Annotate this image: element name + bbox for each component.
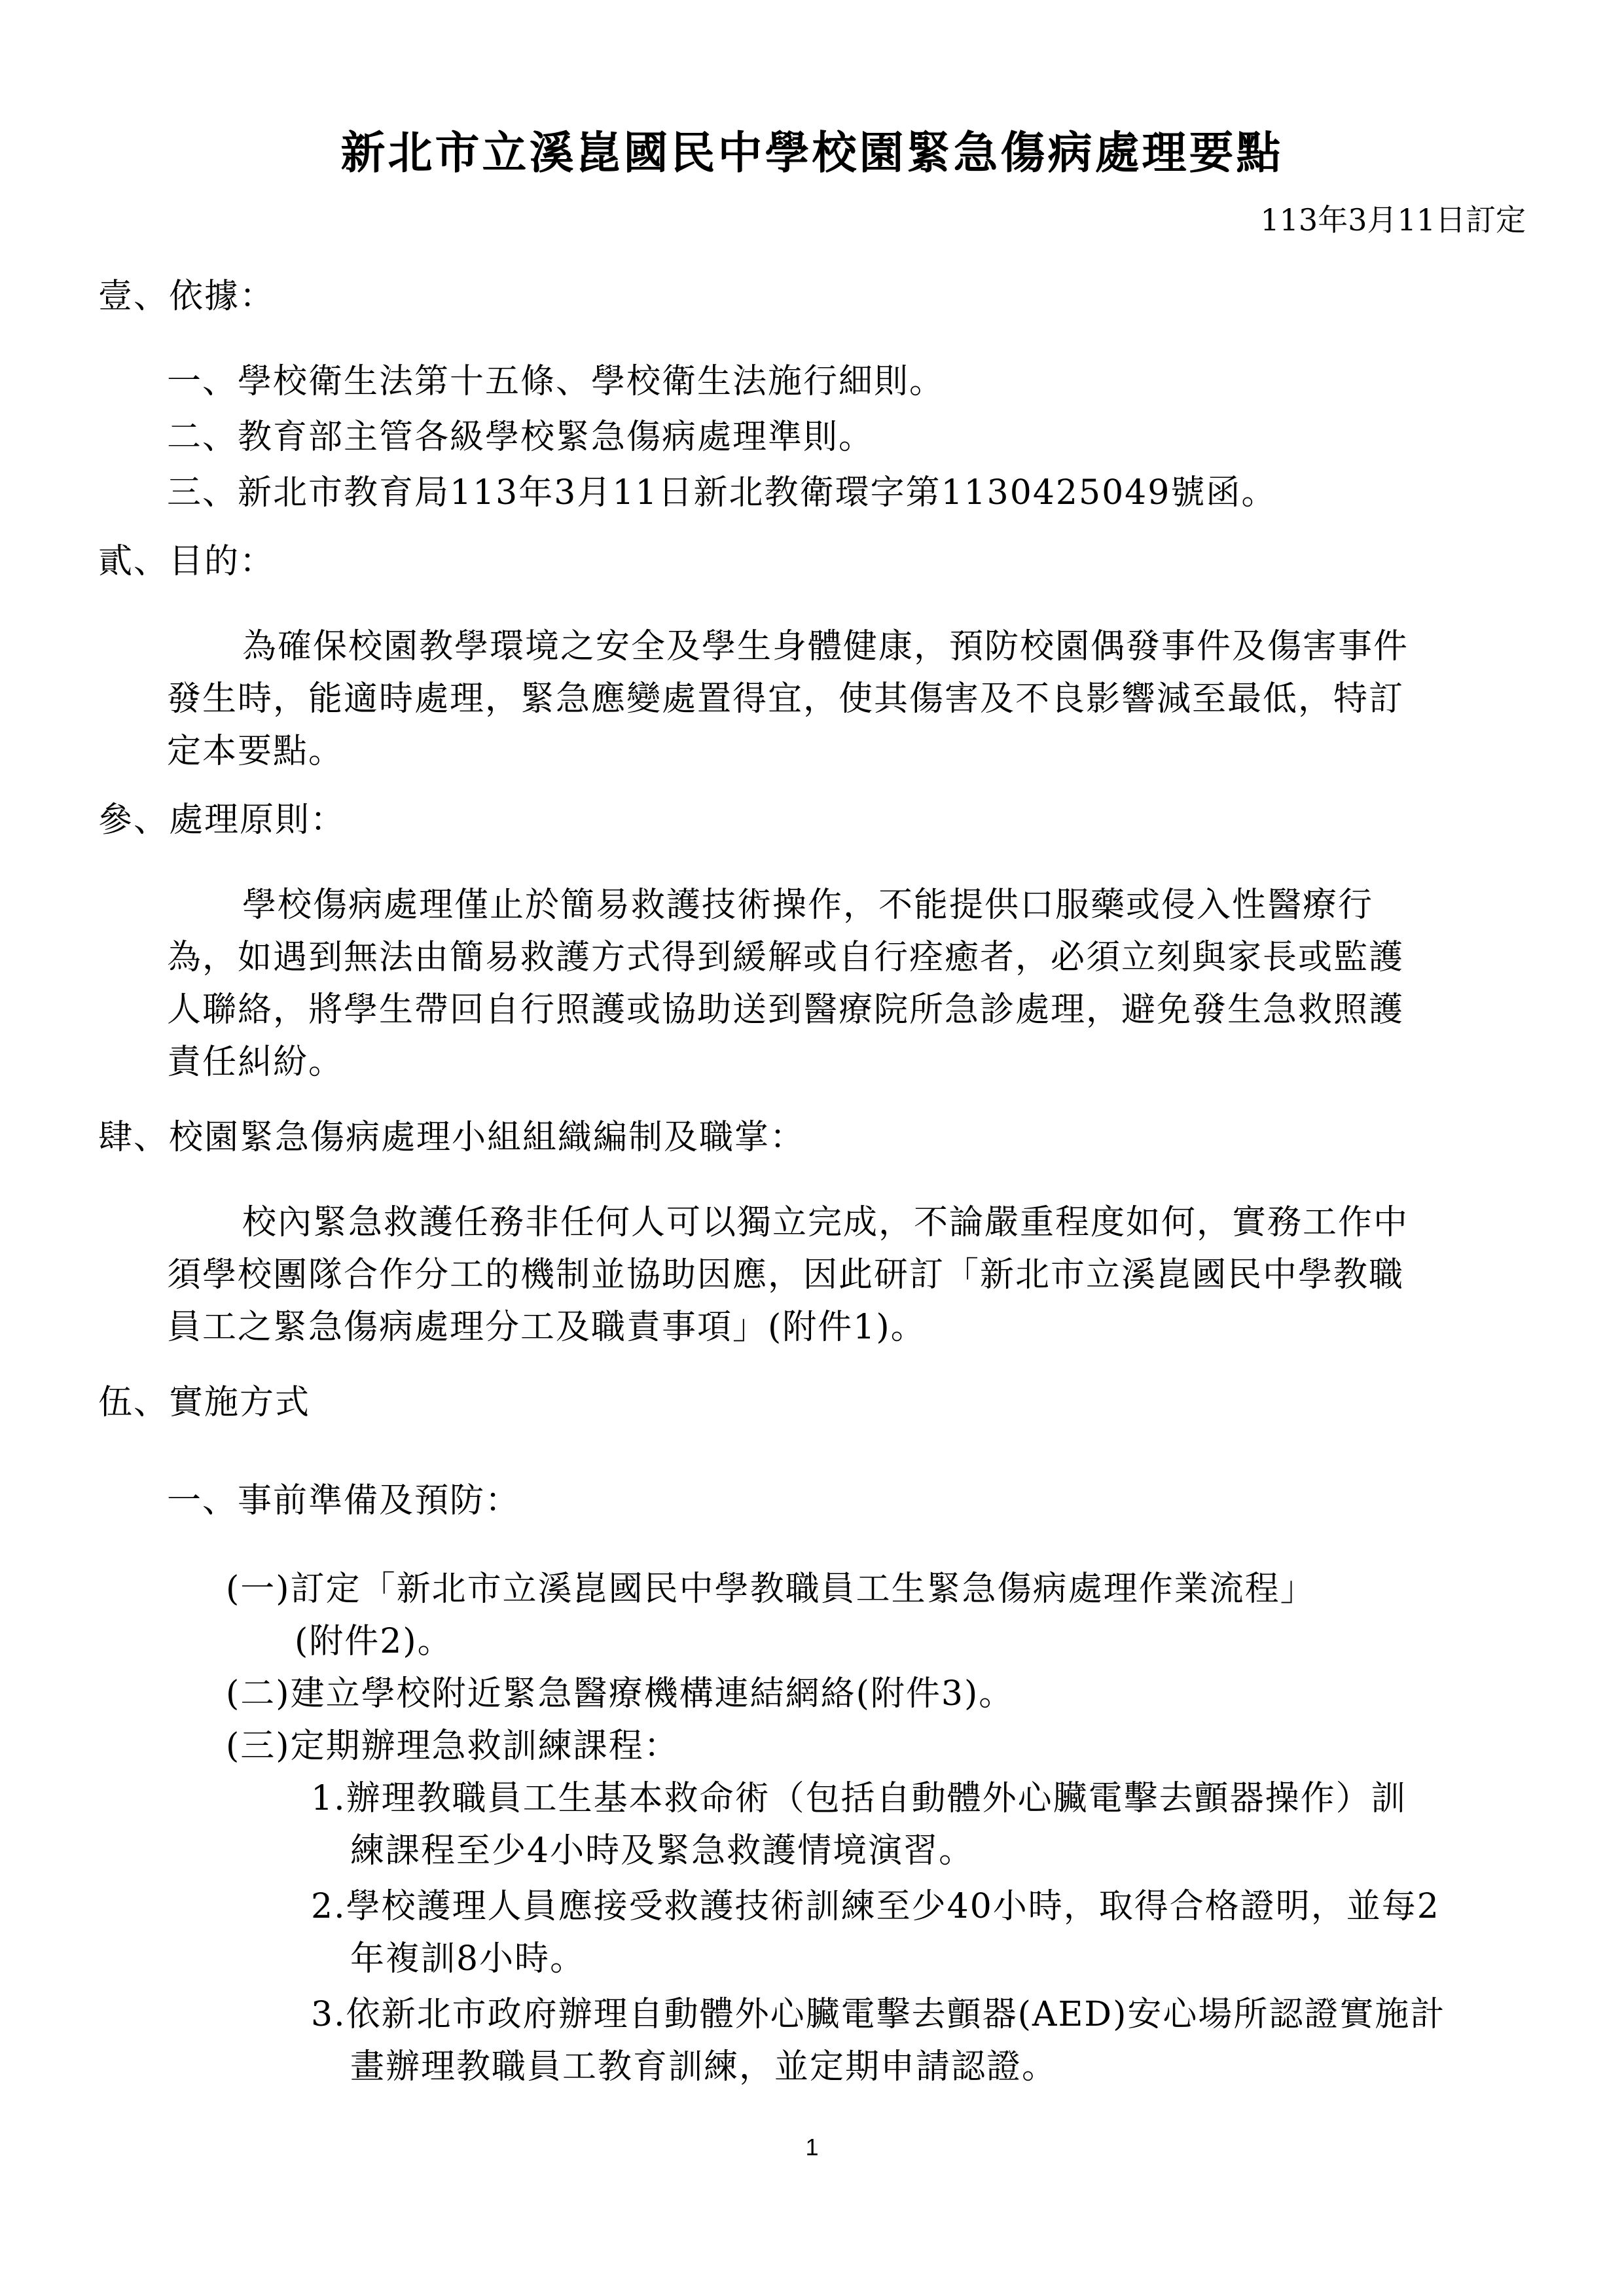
- paragraph-line: 學校傷病處理僅止於簡易救護技術操作，不能提供口服藥或侵入性醫療行: [242, 886, 1374, 925]
- page-number: 1: [805, 2134, 819, 2161]
- subitem-line: (三)定期辦理急救訓練課程：: [226, 1727, 679, 1766]
- section-heading-organization: 肆、校園緊急傷病處理小組組織編制及職掌：: [98, 1118, 806, 1157]
- numbered-item-line: 畫辦理教職員工教育訓練，並定期申請認證。: [350, 2047, 1058, 2087]
- paragraph-line: 定本要點。: [167, 732, 344, 771]
- subitem-line: (二)建立學校附近緊急醫療機構連結網絡(附件3)。: [226, 1674, 1015, 1713]
- section-heading-basis: 壹、依據：: [98, 277, 276, 316]
- numbered-item-line: 3.依新北市政府辦理自動體外心臟電擊去顫器(AED)安心場所認證實施計: [311, 1995, 1446, 2034]
- numbered-item-line: 1.辦理教職員工生基本救命術（包括自動體外心臟電擊去顫器操作）訓: [311, 1779, 1407, 1818]
- section-heading-purpose: 貳、目的：: [98, 542, 276, 581]
- numbered-item-line: 練課程至少4小時及緊急救護情境演習。: [350, 1831, 975, 1871]
- paragraph-line: 員工之緊急傷病處理分工及職責事項」(附件1)。: [167, 1308, 926, 1347]
- paragraph-line: 責任糾紛。: [167, 1043, 344, 1082]
- enactment-date: 113年3月11日訂定: [1260, 202, 1526, 238]
- subitem-line: (一)訂定「新北市立溪崑國民中學教職員工生緊急傷病處理作業流程」: [226, 1570, 1316, 1609]
- numbered-item-line: 年複訓8小時。: [350, 1939, 586, 1979]
- paragraph-line: 為，如遇到無法由簡易救護方式得到緩解或自行痊癒者，必須立刻與家長或監護: [167, 938, 1405, 977]
- paragraph-line: 校內緊急救護任務非任何人可以獨立完成，不論嚴重程度如何，實務工作中: [242, 1203, 1409, 1242]
- subsection-heading: 一、事前準備及預防：: [167, 1481, 521, 1520]
- paragraph-line: 人聯絡，將學生帶回自行照護或協助送到醫療院所急診處理，避免發生急救照護: [167, 990, 1405, 1030]
- paragraph-line: 須學校團隊合作分工的機制並協助因應，因此研訂「新北市立溪崑國民中學教職: [167, 1255, 1405, 1295]
- subitem-line: (附件2)。: [295, 1622, 453, 1661]
- basis-item: 二、教育部主管各級學校緊急傷病處理準則。: [167, 418, 875, 457]
- section-heading-implementation: 伍、實施方式: [98, 1383, 311, 1422]
- numbered-item-line: 2.學校護理人員應接受救護技術訓練至少40小時，取得合格證明，並每2: [311, 1887, 1440, 1926]
- section-heading-principles: 參、處理原則：: [98, 800, 346, 840]
- basis-item: 一、學校衛生法第十五條、學校衛生法施行細則。: [167, 362, 945, 401]
- document-title: 新北市立溪崑國民中學校園緊急傷病處理要點: [340, 127, 1284, 179]
- paragraph-line: 為確保校園教學環境之安全及學生身體健康，預防校園偶發事件及傷害事件: [242, 627, 1409, 666]
- basis-item: 三、新北市教育局113年3月11日新北教衛環字第1130425049號函。: [167, 473, 1277, 512]
- paragraph-line: 發生時，能適時處理，緊急應變處置得宜，使其傷害及不良影響減至最低，特訂: [167, 679, 1405, 719]
